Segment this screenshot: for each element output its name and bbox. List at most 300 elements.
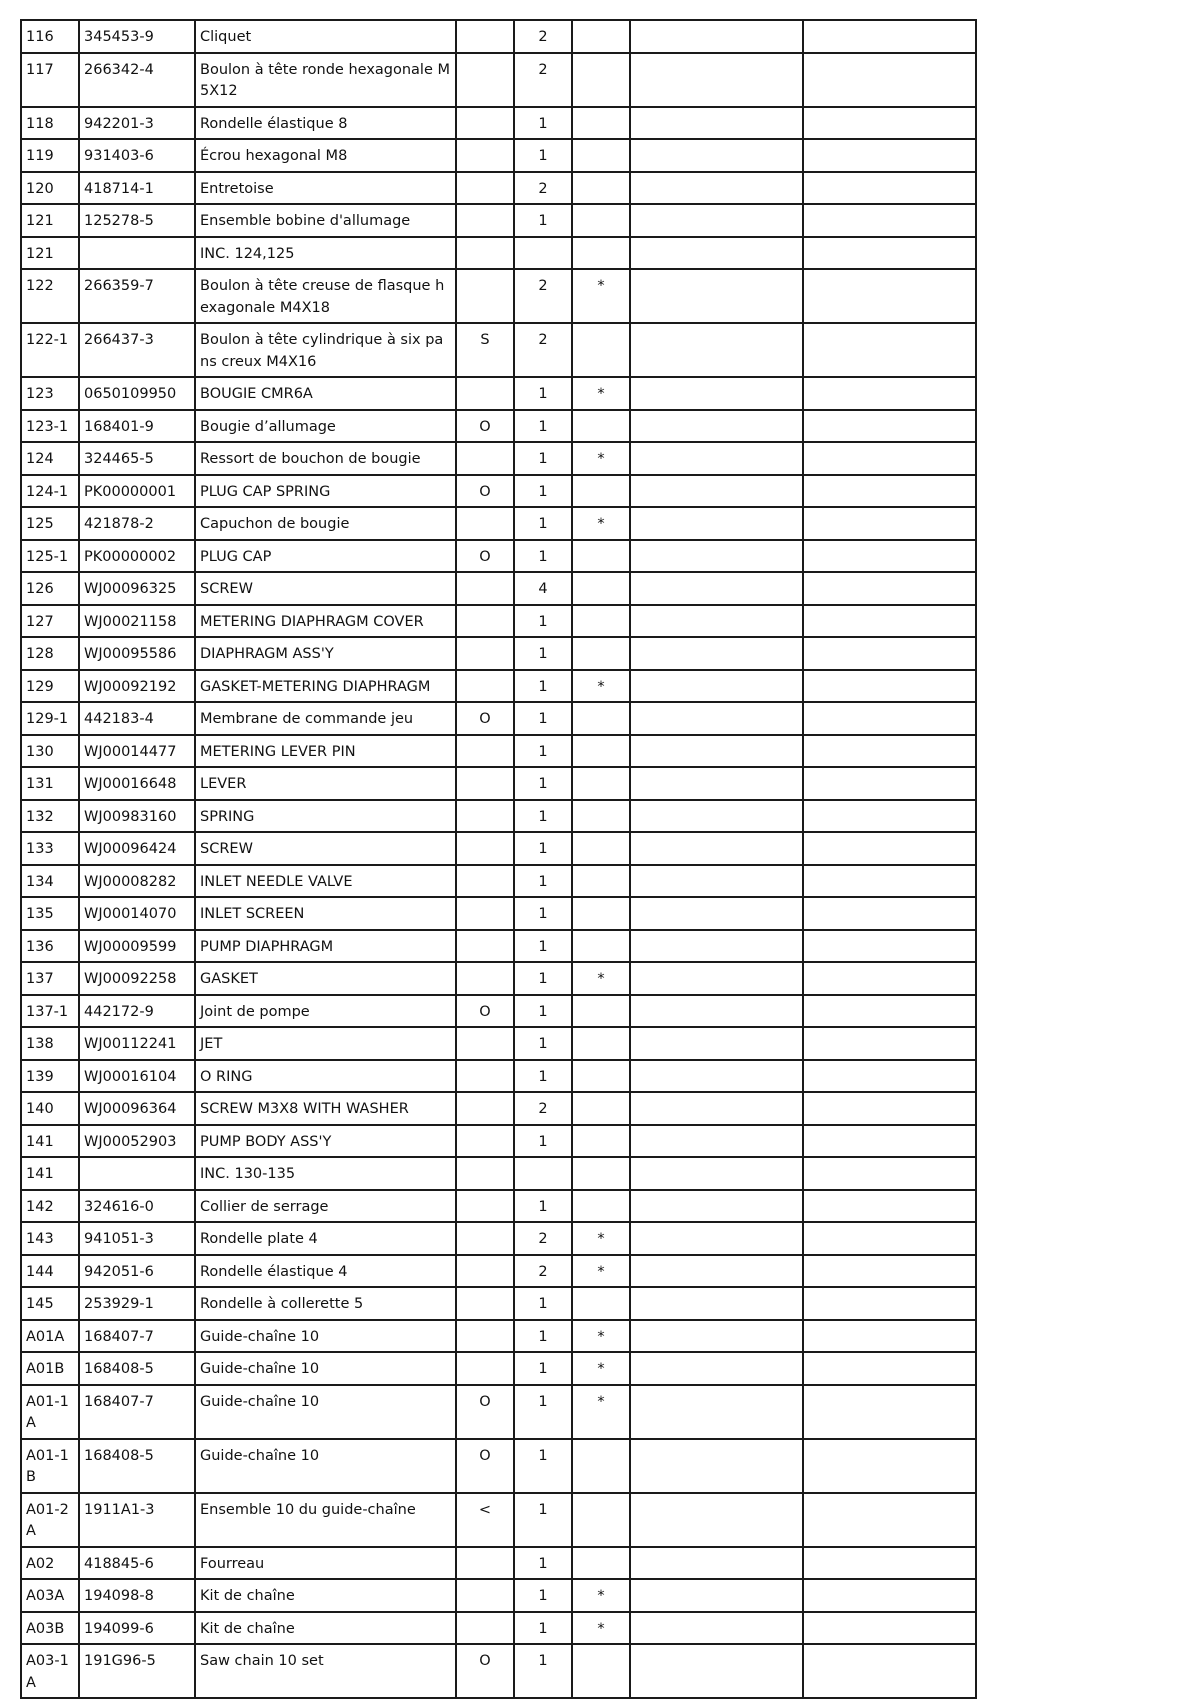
note-cell bbox=[456, 637, 514, 670]
note-cell bbox=[456, 1125, 514, 1158]
ref-no-cell: A01-1B bbox=[21, 1439, 79, 1493]
table-row bbox=[21, 1222, 976, 1255]
extra-cell-2 bbox=[803, 107, 976, 140]
part-no-cell: 942201-3 bbox=[79, 107, 195, 140]
qty-cell: 1 bbox=[514, 767, 572, 800]
mark-cell: * bbox=[572, 1385, 630, 1439]
note-cell bbox=[456, 442, 514, 475]
part-no-cell bbox=[79, 237, 195, 270]
mark-cell: * bbox=[572, 962, 630, 995]
qty-cell: 1 bbox=[514, 930, 572, 963]
mark-cell: * bbox=[572, 670, 630, 703]
part-no-cell: 168401-9 bbox=[79, 410, 195, 443]
description-cell: INLET SCREEN bbox=[195, 897, 456, 930]
extra-cell-2 bbox=[803, 930, 976, 963]
extra-cell-2 bbox=[803, 1320, 976, 1353]
ref-no-cell: 139 bbox=[21, 1060, 79, 1093]
extra-cell-1 bbox=[630, 323, 803, 377]
table-row bbox=[21, 204, 976, 237]
qty-cell: 1 bbox=[514, 1612, 572, 1645]
mark-cell bbox=[572, 637, 630, 670]
mark-cell bbox=[572, 1125, 630, 1158]
mark-cell: * bbox=[572, 1320, 630, 1353]
description-cell: METERING LEVER PIN bbox=[195, 735, 456, 768]
part-no-cell: 266359-7 bbox=[79, 269, 195, 323]
extra-cell-2 bbox=[803, 507, 976, 540]
mark-cell bbox=[572, 1060, 630, 1093]
extra-cell-2 bbox=[803, 897, 976, 930]
ref-no-cell: 123 bbox=[21, 377, 79, 410]
extra-cell-1 bbox=[630, 1157, 803, 1190]
part-no-cell: 941051-3 bbox=[79, 1222, 195, 1255]
mark-cell: * bbox=[572, 507, 630, 540]
table-row bbox=[21, 410, 976, 443]
qty-cell: 1 bbox=[514, 1644, 572, 1698]
extra-cell-2 bbox=[803, 475, 976, 508]
table-row bbox=[21, 237, 976, 270]
ref-no-cell: 123-1 bbox=[21, 410, 79, 443]
table-row bbox=[21, 507, 976, 540]
description-cell: Rondelle à collerette 5 bbox=[195, 1287, 456, 1320]
description-cell: METERING DIAPHRAGM COVER bbox=[195, 605, 456, 638]
ref-no-cell: 120 bbox=[21, 172, 79, 205]
table-row bbox=[21, 1027, 976, 1060]
extra-cell-1 bbox=[630, 572, 803, 605]
note-cell bbox=[456, 269, 514, 323]
extra-cell-1 bbox=[630, 637, 803, 670]
qty-cell: 1 bbox=[514, 800, 572, 833]
mark-cell bbox=[572, 1644, 630, 1698]
extra-cell-2 bbox=[803, 172, 976, 205]
ref-no-cell: 142 bbox=[21, 1190, 79, 1223]
note-cell bbox=[456, 377, 514, 410]
note-cell bbox=[456, 1579, 514, 1612]
extra-cell-1 bbox=[630, 20, 803, 53]
description-cell: INC. 124,125 bbox=[195, 237, 456, 270]
extra-cell-1 bbox=[630, 995, 803, 1028]
mark-cell bbox=[572, 475, 630, 508]
description-cell: GASKET bbox=[195, 962, 456, 995]
extra-cell-1 bbox=[630, 1255, 803, 1288]
description-cell: Ensemble 10 du guide-chaîne bbox=[195, 1493, 456, 1547]
extra-cell-2 bbox=[803, 377, 976, 410]
extra-cell-2 bbox=[803, 800, 976, 833]
extra-cell-2 bbox=[803, 1190, 976, 1223]
ref-no-cell: 141 bbox=[21, 1125, 79, 1158]
extra-cell-1 bbox=[630, 475, 803, 508]
description-cell: Saw chain 10 set bbox=[195, 1644, 456, 1698]
mark-cell bbox=[572, 930, 630, 963]
part-no-cell: 125278-5 bbox=[79, 204, 195, 237]
extra-cell-1 bbox=[630, 53, 803, 107]
note-cell bbox=[456, 1287, 514, 1320]
mark-cell: * bbox=[572, 442, 630, 475]
note-cell: O bbox=[456, 995, 514, 1028]
description-cell: JET bbox=[195, 1027, 456, 1060]
extra-cell-2 bbox=[803, 605, 976, 638]
table-row bbox=[21, 53, 976, 107]
ref-no-cell: 136 bbox=[21, 930, 79, 963]
extra-cell-1 bbox=[630, 1125, 803, 1158]
table-row bbox=[21, 767, 976, 800]
description-cell: Joint de pompe bbox=[195, 995, 456, 1028]
qty-cell: 2 bbox=[514, 1255, 572, 1288]
extra-cell-1 bbox=[630, 1385, 803, 1439]
ref-no-cell: A02 bbox=[21, 1547, 79, 1580]
extra-cell-2 bbox=[803, 1352, 976, 1385]
extra-cell-2 bbox=[803, 962, 976, 995]
extra-cell-1 bbox=[630, 1644, 803, 1698]
extra-cell-1 bbox=[630, 832, 803, 865]
part-no-cell: WJ00052903 bbox=[79, 1125, 195, 1158]
mark-cell bbox=[572, 172, 630, 205]
description-cell: O RING bbox=[195, 1060, 456, 1093]
part-no-cell: WJ00092192 bbox=[79, 670, 195, 703]
note-cell bbox=[456, 1352, 514, 1385]
extra-cell-2 bbox=[803, 1547, 976, 1580]
part-no-cell: WJ00008282 bbox=[79, 865, 195, 898]
ref-no-cell: 124-1 bbox=[21, 475, 79, 508]
part-no-cell: WJ00983160 bbox=[79, 800, 195, 833]
part-no-cell: 345453-9 bbox=[79, 20, 195, 53]
description-cell: Kit de chaîne bbox=[195, 1579, 456, 1612]
mark-cell bbox=[572, 1287, 630, 1320]
table-row bbox=[21, 1439, 976, 1493]
mark-cell: * bbox=[572, 1222, 630, 1255]
qty-cell: 1 bbox=[514, 204, 572, 237]
part-no-cell: 942051-6 bbox=[79, 1255, 195, 1288]
qty-cell: 2 bbox=[514, 323, 572, 377]
description-cell: PUMP BODY ASS'Y bbox=[195, 1125, 456, 1158]
note-cell bbox=[456, 204, 514, 237]
ref-no-cell: A03B bbox=[21, 1612, 79, 1645]
extra-cell-1 bbox=[630, 702, 803, 735]
description-cell: Fourreau bbox=[195, 1547, 456, 1580]
extra-cell-2 bbox=[803, 204, 976, 237]
mark-cell: * bbox=[572, 1352, 630, 1385]
note-cell bbox=[456, 1222, 514, 1255]
table-row bbox=[21, 1547, 976, 1580]
table-row bbox=[21, 930, 976, 963]
note-cell bbox=[456, 800, 514, 833]
extra-cell-2 bbox=[803, 540, 976, 573]
mark-cell: * bbox=[572, 1255, 630, 1288]
extra-cell-2 bbox=[803, 767, 976, 800]
extra-cell-1 bbox=[630, 1222, 803, 1255]
ref-no-cell: 117 bbox=[21, 53, 79, 107]
table-row bbox=[21, 1644, 976, 1698]
qty-cell: 1 bbox=[514, 1190, 572, 1223]
table-row bbox=[21, 1493, 976, 1547]
mark-cell: * bbox=[572, 377, 630, 410]
extra-cell-2 bbox=[803, 865, 976, 898]
extra-cell-2 bbox=[803, 1255, 976, 1288]
table-row bbox=[21, 1579, 976, 1612]
description-cell: SPRING bbox=[195, 800, 456, 833]
ref-no-cell: 132 bbox=[21, 800, 79, 833]
mark-cell bbox=[572, 139, 630, 172]
extra-cell-2 bbox=[803, 670, 976, 703]
table-row bbox=[21, 605, 976, 638]
table-row bbox=[21, 20, 976, 53]
description-cell: BOUGIE CMR6A bbox=[195, 377, 456, 410]
ref-no-cell: 133 bbox=[21, 832, 79, 865]
mark-cell bbox=[572, 865, 630, 898]
table-row bbox=[21, 442, 976, 475]
ref-no-cell: 145 bbox=[21, 1287, 79, 1320]
mark-cell bbox=[572, 572, 630, 605]
description-cell: Kit de chaîne bbox=[195, 1612, 456, 1645]
ref-no-cell: 138 bbox=[21, 1027, 79, 1060]
extra-cell-1 bbox=[630, 1027, 803, 1060]
description-cell: PLUG CAP SPRING bbox=[195, 475, 456, 508]
mark-cell bbox=[572, 53, 630, 107]
qty-cell: 1 bbox=[514, 865, 572, 898]
description-cell: Cliquet bbox=[195, 20, 456, 53]
extra-cell-2 bbox=[803, 702, 976, 735]
extra-cell-2 bbox=[803, 1027, 976, 1060]
mark-cell bbox=[572, 204, 630, 237]
description-cell: Entretoise bbox=[195, 172, 456, 205]
extra-cell-2 bbox=[803, 1493, 976, 1547]
part-no-cell: 266437-3 bbox=[79, 323, 195, 377]
extra-cell-1 bbox=[630, 930, 803, 963]
note-cell bbox=[456, 172, 514, 205]
ref-no-cell: 116 bbox=[21, 20, 79, 53]
mark-cell: * bbox=[572, 1612, 630, 1645]
note-cell bbox=[456, 767, 514, 800]
qty-cell: 1 bbox=[514, 995, 572, 1028]
qty-cell: 1 bbox=[514, 735, 572, 768]
table-row bbox=[21, 1060, 976, 1093]
extra-cell-1 bbox=[630, 507, 803, 540]
qty-cell: 1 bbox=[514, 962, 572, 995]
extra-cell-2 bbox=[803, 442, 976, 475]
table-row bbox=[21, 377, 976, 410]
mark-cell bbox=[572, 1439, 630, 1493]
ref-no-cell: 121 bbox=[21, 204, 79, 237]
extra-cell-1 bbox=[630, 540, 803, 573]
part-no-cell: WJ00092258 bbox=[79, 962, 195, 995]
ref-no-cell: A03A bbox=[21, 1579, 79, 1612]
description-cell: Écrou hexagonal M8 bbox=[195, 139, 456, 172]
mark-cell bbox=[572, 1157, 630, 1190]
table-row bbox=[21, 1385, 976, 1439]
extra-cell-2 bbox=[803, 637, 976, 670]
description-cell: DIAPHRAGM ASS'Y bbox=[195, 637, 456, 670]
table-row bbox=[21, 865, 976, 898]
note-cell bbox=[456, 572, 514, 605]
extra-cell-1 bbox=[630, 107, 803, 140]
note-cell: O bbox=[456, 475, 514, 508]
qty-cell: 1 bbox=[514, 1060, 572, 1093]
extra-cell-1 bbox=[630, 670, 803, 703]
qty-cell: 1 bbox=[514, 1125, 572, 1158]
mark-cell bbox=[572, 410, 630, 443]
description-cell: Bougie d’allumage bbox=[195, 410, 456, 443]
description-cell: Ensemble bobine d'allumage bbox=[195, 204, 456, 237]
note-cell bbox=[456, 1157, 514, 1190]
note-cell: O bbox=[456, 540, 514, 573]
ref-no-cell: 128 bbox=[21, 637, 79, 670]
extra-cell-1 bbox=[630, 269, 803, 323]
mark-cell bbox=[572, 605, 630, 638]
extra-cell-1 bbox=[630, 605, 803, 638]
table-row bbox=[21, 962, 976, 995]
part-no-cell: WJ00096364 bbox=[79, 1092, 195, 1125]
note-cell bbox=[456, 1092, 514, 1125]
part-no-cell: WJ00096424 bbox=[79, 832, 195, 865]
part-no-cell: 168407-7 bbox=[79, 1385, 195, 1439]
description-cell: Guide-chaîne 10 bbox=[195, 1385, 456, 1439]
part-no-cell: WJ00016648 bbox=[79, 767, 195, 800]
extra-cell-1 bbox=[630, 377, 803, 410]
extra-cell-2 bbox=[803, 832, 976, 865]
note-cell: O bbox=[456, 1385, 514, 1439]
mark-cell bbox=[572, 1027, 630, 1060]
description-cell: Rondelle plate 4 bbox=[195, 1222, 456, 1255]
extra-cell-1 bbox=[630, 1352, 803, 1385]
part-no-cell: WJ00095586 bbox=[79, 637, 195, 670]
note-cell bbox=[456, 670, 514, 703]
table-row bbox=[21, 637, 976, 670]
ref-no-cell: A01-2A bbox=[21, 1493, 79, 1547]
part-no-cell bbox=[79, 1157, 195, 1190]
ref-no-cell: 121 bbox=[21, 237, 79, 270]
ref-no-cell: 130 bbox=[21, 735, 79, 768]
extra-cell-1 bbox=[630, 1190, 803, 1223]
part-no-cell: 1911A1-3 bbox=[79, 1493, 195, 1547]
ref-no-cell: A01-1A bbox=[21, 1385, 79, 1439]
qty-cell: 1 bbox=[514, 475, 572, 508]
qty-cell: 2 bbox=[514, 53, 572, 107]
part-no-cell: 418714-1 bbox=[79, 172, 195, 205]
qty-cell: 1 bbox=[514, 507, 572, 540]
table-row bbox=[21, 670, 976, 703]
extra-cell-1 bbox=[630, 1439, 803, 1493]
part-no-cell: 324616-0 bbox=[79, 1190, 195, 1223]
description-cell: LEVER bbox=[195, 767, 456, 800]
qty-cell: 1 bbox=[514, 1493, 572, 1547]
part-no-cell: 442172-9 bbox=[79, 995, 195, 1028]
description-cell: Membrane de commande jeu bbox=[195, 702, 456, 735]
qty-cell: 2 bbox=[514, 1092, 572, 1125]
ref-no-cell: 143 bbox=[21, 1222, 79, 1255]
qty-cell: 1 bbox=[514, 832, 572, 865]
note-cell bbox=[456, 735, 514, 768]
qty-cell: 1 bbox=[514, 897, 572, 930]
note-cell: S bbox=[456, 323, 514, 377]
part-no-cell: 168407-7 bbox=[79, 1320, 195, 1353]
table-row bbox=[21, 323, 976, 377]
extra-cell-2 bbox=[803, 53, 976, 107]
description-cell: Rondelle élastique 8 bbox=[195, 107, 456, 140]
description-cell: SCREW bbox=[195, 572, 456, 605]
part-no-cell: 253929-1 bbox=[79, 1287, 195, 1320]
mark-cell bbox=[572, 20, 630, 53]
qty-cell: 1 bbox=[514, 540, 572, 573]
ref-no-cell: 129-1 bbox=[21, 702, 79, 735]
extra-cell-1 bbox=[630, 172, 803, 205]
extra-cell-1 bbox=[630, 1547, 803, 1580]
description-cell: INC. 130-135 bbox=[195, 1157, 456, 1190]
part-no-cell: 168408-5 bbox=[79, 1439, 195, 1493]
table-row bbox=[21, 1092, 976, 1125]
mark-cell bbox=[572, 1493, 630, 1547]
mark-cell bbox=[572, 800, 630, 833]
note-cell bbox=[456, 1255, 514, 1288]
extra-cell-1 bbox=[630, 139, 803, 172]
part-no-cell: 421878-2 bbox=[79, 507, 195, 540]
note-cell: < bbox=[456, 1493, 514, 1547]
ref-no-cell: 129 bbox=[21, 670, 79, 703]
qty-cell: 1 bbox=[514, 107, 572, 140]
qty-cell: 1 bbox=[514, 1027, 572, 1060]
ref-no-cell: A01B bbox=[21, 1352, 79, 1385]
table-row bbox=[21, 540, 976, 573]
extra-cell-2 bbox=[803, 410, 976, 443]
extra-cell-1 bbox=[630, 410, 803, 443]
ref-no-cell: 137-1 bbox=[21, 995, 79, 1028]
part-no-cell: WJ00096325 bbox=[79, 572, 195, 605]
table-row bbox=[21, 107, 976, 140]
qty-cell: 1 bbox=[514, 702, 572, 735]
part-no-cell: 168408-5 bbox=[79, 1352, 195, 1385]
qty-cell: 1 bbox=[514, 1385, 572, 1439]
ref-no-cell: 137 bbox=[21, 962, 79, 995]
qty-cell: 1 bbox=[514, 637, 572, 670]
note-cell bbox=[456, 605, 514, 638]
description-cell: Boulon à tête cylindrique à six pans creux M4X16 bbox=[195, 323, 456, 377]
extra-cell-1 bbox=[630, 897, 803, 930]
part-no-cell: 418845-6 bbox=[79, 1547, 195, 1580]
ref-no-cell: 119 bbox=[21, 139, 79, 172]
extra-cell-2 bbox=[803, 1222, 976, 1255]
ref-no-cell: 131 bbox=[21, 767, 79, 800]
part-no-cell: 194098-8 bbox=[79, 1579, 195, 1612]
qty-cell: 1 bbox=[514, 1439, 572, 1493]
qty-cell: 4 bbox=[514, 572, 572, 605]
table-row bbox=[21, 269, 976, 323]
part-no-cell: WJ00112241 bbox=[79, 1027, 195, 1060]
qty-cell: 1 bbox=[514, 410, 572, 443]
note-cell bbox=[456, 1547, 514, 1580]
extra-cell-1 bbox=[630, 962, 803, 995]
note-cell bbox=[456, 237, 514, 270]
mark-cell bbox=[572, 323, 630, 377]
description-cell: INLET NEEDLE VALVE bbox=[195, 865, 456, 898]
part-no-cell: 0650109950 bbox=[79, 377, 195, 410]
mark-cell bbox=[572, 107, 630, 140]
note-cell bbox=[456, 1612, 514, 1645]
mark-cell bbox=[572, 767, 630, 800]
extra-cell-1 bbox=[630, 1579, 803, 1612]
extra-cell-2 bbox=[803, 1385, 976, 1439]
extra-cell-2 bbox=[803, 1579, 976, 1612]
qty-cell: 1 bbox=[514, 377, 572, 410]
extra-cell-2 bbox=[803, 1092, 976, 1125]
part-no-cell: 266342-4 bbox=[79, 53, 195, 107]
extra-cell-2 bbox=[803, 237, 976, 270]
ref-no-cell: 122 bbox=[21, 269, 79, 323]
description-cell: Collier de serrage bbox=[195, 1190, 456, 1223]
part-no-cell: 324465-5 bbox=[79, 442, 195, 475]
qty-cell: 2 bbox=[514, 172, 572, 205]
extra-cell-1 bbox=[630, 204, 803, 237]
note-cell bbox=[456, 507, 514, 540]
note-cell bbox=[456, 53, 514, 107]
description-cell: SCREW M3X8 WITH WASHER bbox=[195, 1092, 456, 1125]
